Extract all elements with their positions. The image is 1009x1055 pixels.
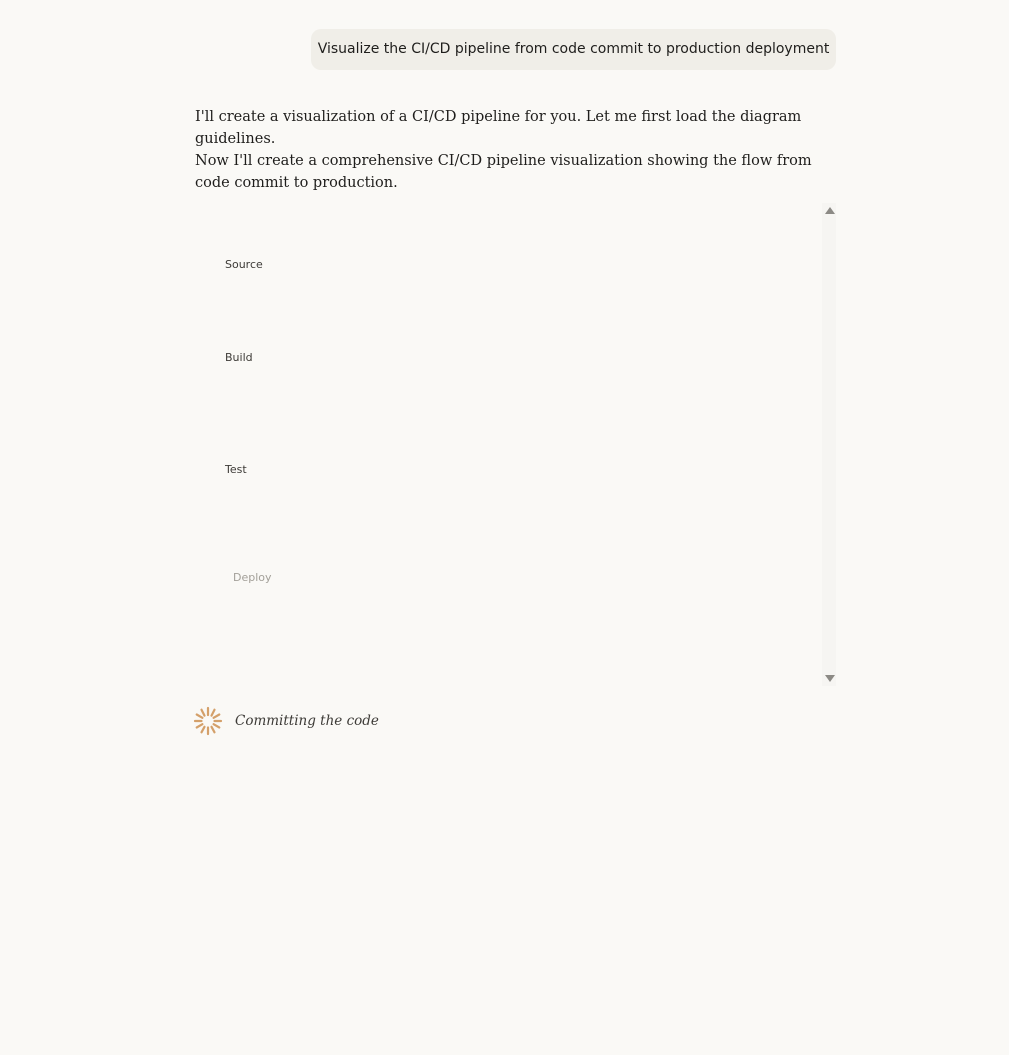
diagram-scrollbar[interactable] bbox=[822, 203, 836, 686]
stage-label-deploy: Deploy bbox=[233, 571, 272, 584]
assistant-paragraph: I'll create a visualization of a CI/CD pipeline for you. Let me first load the diagram guidelines. bbox=[195, 109, 802, 147]
scroll-down-arrow-icon[interactable] bbox=[825, 675, 835, 682]
user-message-bubble bbox=[311, 29, 836, 70]
status-text: Committing the code bbox=[235, 713, 379, 729]
scroll-up-arrow-icon[interactable] bbox=[825, 207, 835, 214]
status-indicator bbox=[193, 706, 379, 736]
user-message-text: Visualize the CI/CD pipeline from code commit to production deployment bbox=[317, 41, 830, 57]
stage-label-test: Test bbox=[225, 463, 247, 476]
assistant-message bbox=[195, 106, 815, 194]
stage-label-build: Build bbox=[225, 351, 253, 364]
pipeline-diagram bbox=[195, 203, 836, 686]
spinner-icon bbox=[193, 706, 223, 736]
assistant-paragraph: Now I'll create a comprehensive CI/CD pipeline visualization showing the flow from code commit to production. bbox=[195, 153, 812, 191]
stage-label-source: Source bbox=[225, 258, 263, 271]
